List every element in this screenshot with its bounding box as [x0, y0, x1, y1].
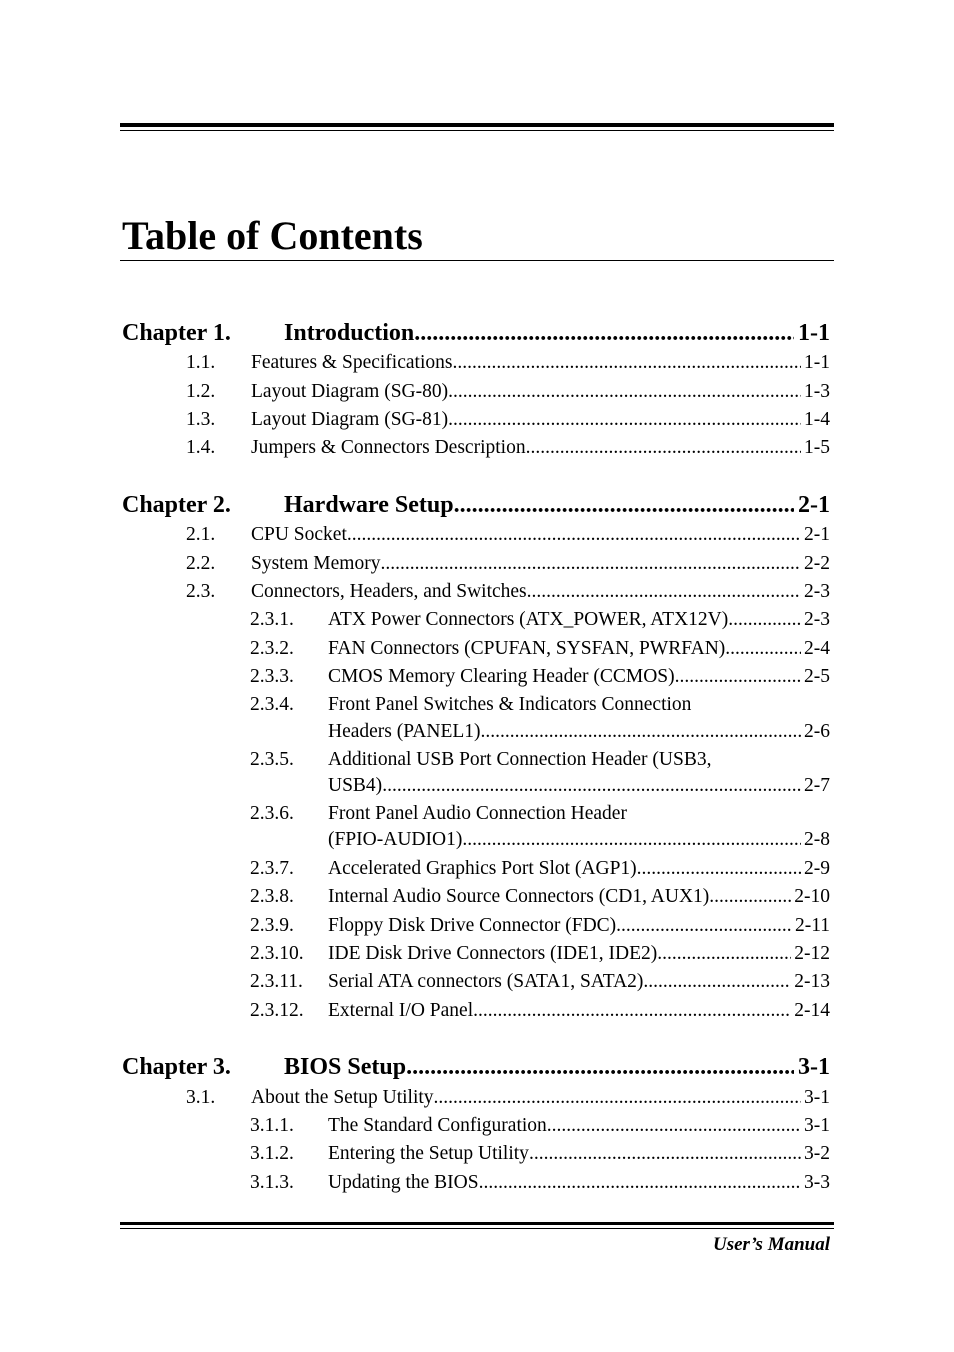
- section-number: 3.1.: [186, 1087, 216, 1108]
- section-number: 2.1.: [186, 524, 216, 545]
- toc-section-2-3[interactable]: [186, 580, 830, 604]
- dot-leader: [448, 408, 801, 432]
- toc-subsection-2-3-3[interactable]: [250, 665, 830, 689]
- title-underline: [120, 260, 834, 261]
- subsection-title: The Standard Configuration: [328, 1115, 547, 1136]
- subsection-title: Updating the BIOS: [328, 1172, 479, 1193]
- page-number: 2-1: [804, 524, 830, 545]
- page-number: 2-11: [794, 915, 830, 936]
- toc-subsection-2-3-5-cont[interactable]: [328, 774, 830, 798]
- chapter-number: Chapter 3.: [122, 1054, 231, 1080]
- page-number: 2-4: [804, 638, 830, 659]
- page-number: 3-1: [798, 1054, 830, 1080]
- dot-leader: [448, 380, 801, 404]
- subsection-number: 3.1.1.: [250, 1115, 294, 1136]
- section-title: Layout Diagram (SG-80): [251, 381, 449, 402]
- page-number: 2-5: [804, 666, 830, 687]
- chapter-title: Hardware Setup: [284, 492, 454, 518]
- toc-subsection-2-3-7[interactable]: [250, 857, 830, 881]
- dot-leader: [406, 1052, 794, 1082]
- subsection-title: FAN Connectors (CPUFAN, SYSFAN, PWRFAN): [328, 638, 726, 659]
- header-rule-thin: [120, 130, 834, 131]
- subsection-number: 3.1.3.: [250, 1172, 294, 1193]
- page-number: 3-2: [804, 1143, 830, 1164]
- subsection-title: Internal Audio Source Connectors (CD1, AUX1): [328, 886, 710, 907]
- dot-leader: [473, 999, 791, 1023]
- subsection-title-continued: Headers (PANEL1): [328, 721, 481, 742]
- toc-subsection-2-3-12[interactable]: [250, 999, 830, 1023]
- dot-leader: [414, 318, 794, 348]
- toc-subsection-2-3-9[interactable]: [250, 914, 830, 938]
- subsection-title-continued: USB4): [328, 775, 383, 796]
- section-title: Features & Specifications: [251, 352, 453, 373]
- toc-subsection-2-3-1[interactable]: [250, 608, 830, 632]
- dot-leader: [454, 490, 794, 520]
- subsection-number: 2.3.12.: [250, 1000, 304, 1021]
- toc-subsection-3-1-2[interactable]: [250, 1142, 830, 1166]
- page-number: 1-1: [798, 320, 830, 346]
- section-number: 2.3.: [186, 581, 216, 602]
- page-number: 1-4: [804, 409, 830, 430]
- subsection-number: 2.3.1.: [250, 609, 294, 630]
- page-number: 1-3: [804, 381, 830, 402]
- toc-section-1-3[interactable]: [186, 408, 830, 432]
- dot-leader: [479, 1171, 801, 1195]
- toc-subsection-2-3-6-cont[interactable]: [328, 828, 830, 852]
- dot-leader: [725, 637, 801, 661]
- page-number: 2-10: [794, 886, 830, 907]
- dot-leader: [547, 1114, 801, 1138]
- dot-leader: [462, 828, 801, 852]
- page-number: 1-1: [804, 352, 830, 373]
- dot-leader: [434, 1086, 801, 1110]
- page-number: 3-3: [804, 1172, 830, 1193]
- toc-subsection-2-3-4-cont[interactable]: [328, 720, 830, 744]
- subsection-title: Accelerated Graphics Port Slot (AGP1): [328, 858, 637, 879]
- page-number: 2-12: [794, 943, 830, 964]
- toc-section-1-4[interactable]: [186, 436, 830, 460]
- page-number: 2-6: [804, 721, 830, 742]
- dot-leader: [527, 580, 801, 604]
- section-title: CPU Socket: [251, 524, 347, 545]
- page-number: 1-5: [804, 437, 830, 458]
- section-number: 1.2.: [186, 381, 216, 402]
- chapter-title: Introduction: [284, 320, 415, 346]
- section-title: About the Setup Utility: [251, 1087, 434, 1108]
- dot-leader: [452, 351, 801, 375]
- chapter-number: Chapter 1.: [122, 320, 231, 346]
- toc-subsection-2-3-10[interactable]: [250, 942, 830, 966]
- section-title: Layout Diagram (SG-81): [251, 409, 449, 430]
- dot-leader: [481, 720, 801, 744]
- toc-chapter-1[interactable]: [122, 318, 830, 348]
- page-number: 2-3: [804, 609, 830, 630]
- toc-subsection-2-3-2[interactable]: [250, 637, 830, 661]
- toc-section-1-1[interactable]: [186, 351, 830, 375]
- dot-leader: [643, 970, 791, 994]
- toc-subsection-2-3-8[interactable]: [250, 885, 830, 909]
- chapter-number: Chapter 2.: [122, 492, 231, 518]
- toc-chapter-2[interactable]: [122, 490, 830, 520]
- page-number: 2-8: [804, 829, 830, 850]
- dot-leader: [637, 857, 801, 881]
- subsection-number: 2.3.8.: [250, 886, 294, 907]
- subsection-title: Serial ATA connectors (SATA1, SATA2): [328, 971, 644, 992]
- footer-text: User’s Manual: [712, 1234, 830, 1255]
- subsection-title: Front Panel Switches & Indicators Connection: [328, 694, 692, 715]
- dot-leader: [675, 665, 801, 689]
- subsection-number: 2.3.6.: [250, 803, 294, 824]
- toc-subsection-2-3-11[interactable]: [250, 970, 830, 994]
- section-number: 2.2.: [186, 553, 216, 574]
- page-number: 2-13: [794, 971, 830, 992]
- toc-section-3-1[interactable]: [186, 1086, 830, 1110]
- page-number: 2-14: [794, 1000, 830, 1021]
- subsection-title: CMOS Memory Clearing Header (CCMOS): [328, 666, 675, 687]
- page-number: 2-2: [804, 553, 830, 574]
- header-rule-thick: [120, 123, 834, 127]
- subsection-title-continued: (FPIO-AUDIO1): [328, 829, 463, 850]
- toc-subsection-2-3-4[interactable]: [250, 693, 830, 717]
- toc-subsection-3-1-3[interactable]: [250, 1171, 830, 1195]
- dot-leader: [382, 774, 801, 798]
- subsection-title: External I/O Panel: [328, 1000, 474, 1021]
- toc-subsection-3-1-1[interactable]: [250, 1114, 830, 1138]
- section-title: System Memory: [251, 553, 381, 574]
- dot-leader: [529, 1142, 801, 1166]
- subsection-number: 2.3.11.: [250, 971, 303, 992]
- dot-leader: [526, 436, 801, 460]
- subsection-number: 2.3.5.: [250, 749, 294, 770]
- page-title: Table of Contents: [122, 213, 423, 258]
- subsection-number: 2.3.4.: [250, 694, 294, 715]
- subsection-title: ATX Power Connectors (ATX_POWER, ATX12V): [328, 609, 729, 630]
- toc-section-2-2[interactable]: [186, 552, 830, 576]
- section-title: Connectors, Headers, and Switches: [251, 581, 527, 602]
- page-number: 3-1: [804, 1087, 830, 1108]
- subsection-number: 2.3.7.: [250, 858, 294, 879]
- toc-section-1-2[interactable]: [186, 380, 830, 404]
- footer-rule-thin: [120, 1228, 834, 1229]
- subsection-number: 2.3.9.: [250, 915, 294, 936]
- page-number: 2-3: [804, 581, 830, 602]
- toc-chapter-3[interactable]: [122, 1052, 830, 1082]
- section-number: 1.3.: [186, 409, 216, 430]
- subsection-title: Entering the Setup Utility: [328, 1143, 529, 1164]
- footer-rule-thick: [120, 1222, 834, 1225]
- subsection-title: Floppy Disk Drive Connector (FDC): [328, 915, 617, 936]
- page-number: 2-1: [798, 492, 830, 518]
- subsection-number: 2.3.10.: [250, 943, 304, 964]
- subsection-title: IDE Disk Drive Connectors (IDE1, IDE2): [328, 943, 658, 964]
- toc-section-2-1[interactable]: [186, 523, 830, 547]
- subsection-number: 3.1.2.: [250, 1143, 294, 1164]
- page-number: 3-1: [804, 1115, 830, 1136]
- dot-leader: [616, 914, 792, 938]
- section-number: 1.1.: [186, 352, 216, 373]
- dot-leader: [380, 552, 801, 576]
- dot-leader: [347, 523, 801, 547]
- dot-leader: [657, 942, 791, 966]
- dot-leader: [709, 885, 791, 909]
- toc-subsection-2-3-5[interactable]: [250, 748, 830, 772]
- toc-subsection-2-3-6[interactable]: [250, 802, 830, 826]
- chapter-title: BIOS Setup: [284, 1054, 407, 1080]
- subsection-number: 2.3.3.: [250, 666, 294, 687]
- subsection-title: Additional USB Port Connection Header (USB3,: [328, 749, 712, 770]
- section-number: 1.4.: [186, 437, 216, 458]
- subsection-title: Front Panel Audio Connection Header: [328, 803, 627, 824]
- section-title: Jumpers & Connectors Description: [251, 437, 526, 458]
- page-number: 2-9: [804, 858, 830, 879]
- page-number: 2-7: [804, 775, 830, 796]
- dot-leader: [728, 608, 801, 632]
- subsection-number: 2.3.2.: [250, 638, 294, 659]
